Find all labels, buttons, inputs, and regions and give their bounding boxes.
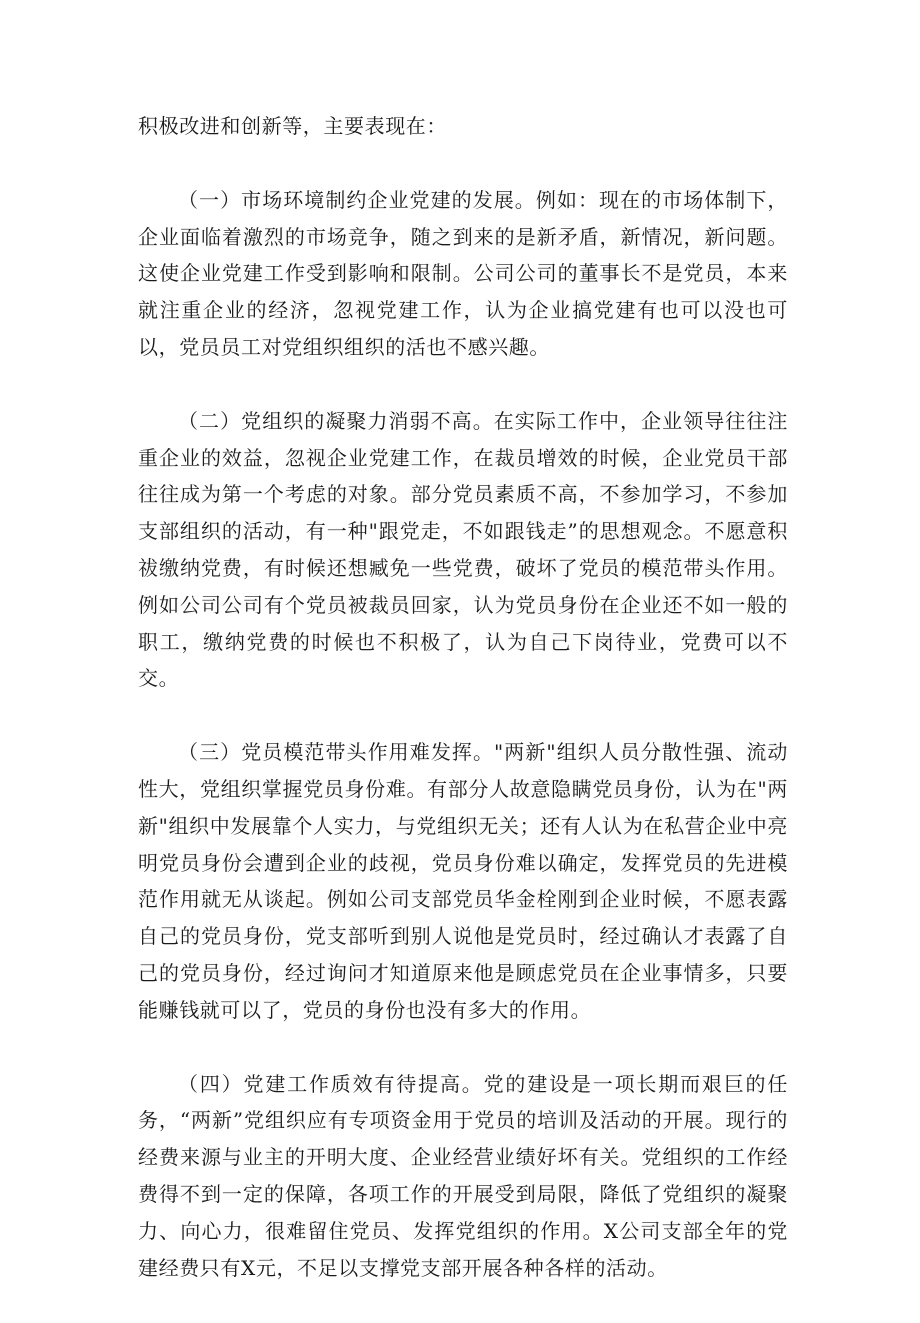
intro-line: 积极改进和创新等，主要表现在： <box>138 114 447 138</box>
document-body <box>138 108 788 1323</box>
paragraph-cohesion: （二）党组织的凝聚力消弱不高。在实际工作中，企业领导往往注重企业的效益，忽视企业党建工作，在裁员增效的时候，企业党员干部往往成为第一个考虑的对象。部分党员素质不高，不参加学习，不参加支部组织的活动，有一种"跟党走，不如跟钱走”的思想观念。不愿意积祓缴纳党费，有时候还想臧免一些党费，破坏了党员的模范带头作用。例如公司公司有个党员被裁员回家，认为党员身份在企业还不如一般的职工，缴纳党费的时候也不积极了，认为自己下岗待业，党费可以不交。 <box>138 408 788 691</box>
paragraph-work-quality: （四）党建工作质效有待提高。党的建设是一项长期而艰巨的任务，“两新”党组织应有专项资金用于党员的培训及活动的开展。现行的经费来源与业主的开明大度、企业经营业绩好坏有关。党组织的工作经费得不到一定的保障，各项工作的开展受到局限，降低了党组织的凝聚力、向心力，很难留住党员、发挥党组织的作用。X公司支部全年的党建经费只有X元，不足以支撑党支部开展各种各样的活动。 <box>138 1071 788 1280</box>
paragraph-exemplary-role: （三）党员模范带头作用难发挥。"两新"组织人员分散性强、流动性大，党组织掌握党员身份难。有部分人故意隐瞒党员身份，认为在"两新"组织中发展靠个人实力，与党组织无关；还有人认为在私营企业中亮明党员身份会遭到企业的歧视，党员身份难以确定，发挥党员的先进模范作用就无从谈起。例如公司支部党员华金栓刚到企业时候，不愿表露自己的党员身份，党支部听到别人说他是党员时，经过确认才表露了自己的党员身份，经过询问才知道原来他是顾虑党员在企业事情多，只要能赚钱就可以了，党员的身份也没有多大的作用。 <box>138 740 788 1022</box>
paragraph-market-environment: （一）市场环境制约企业党建的发展。例如：现在的市场体制下，企业面临着激烈的市场竞争，随之到来的是新矛盾，新情况，新问题。这使企业党建工作受到影响和限制。公司公司的董事长不是党员，本来就注重企业的经济，忽视党建工作，认为企业搞党建有也可以没也可以，党员员工对党组织组织的活也不感兴趣。 <box>138 187 788 359</box>
